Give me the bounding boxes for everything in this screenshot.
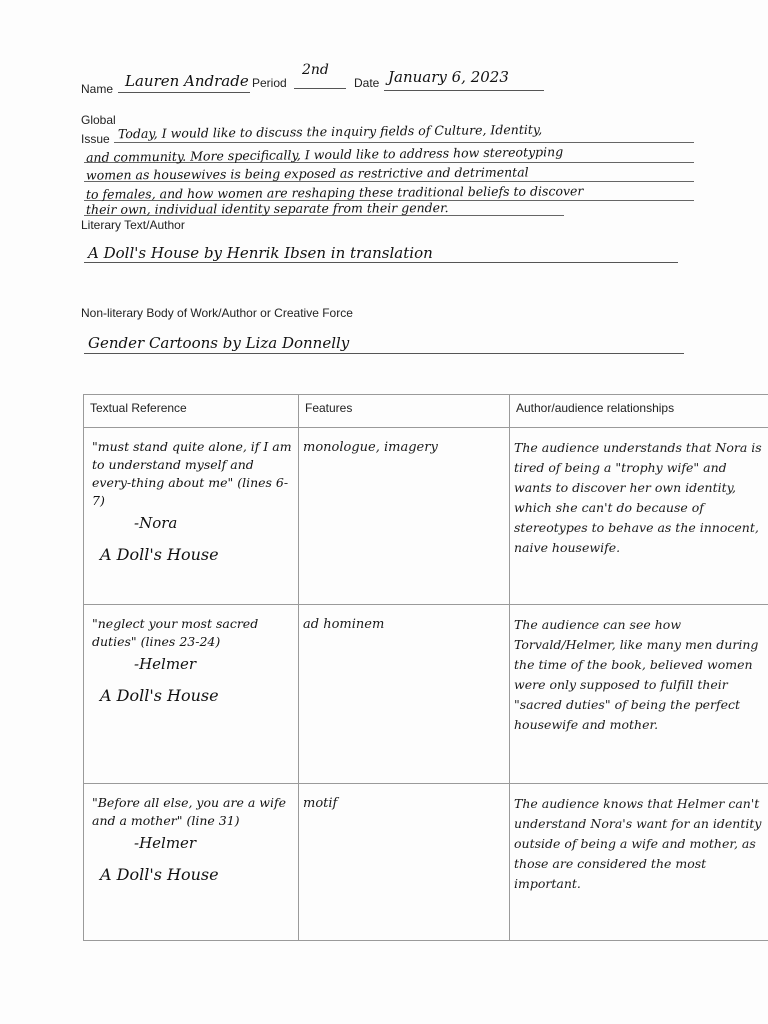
quote-text: "Before all else, you are a wife and a mother" (line 31) [92,795,286,828]
global-issue-text-line: Today, I would like to discuss the inquiry fields of Culture, Identity, [117,121,543,142]
period-underline [294,88,346,89]
feature-text: ad hominem [303,617,385,632]
name-underline [118,92,250,93]
period-label: Period [252,76,287,90]
textual-reference-cell [84,784,299,941]
quote-speaker: -Helmer [134,655,197,673]
quote-work: A Doll's House [100,865,219,884]
features-cell [299,784,510,941]
nonliterary-label: Non-literary Body of Work/Author or Creative Force [81,306,353,320]
feature-text: motif [303,796,338,811]
literary-text-label: Literary Text/Author [81,218,185,232]
header-features: Features [299,395,510,428]
literary-text-value: A Doll's House by Henrik Ibsen in translation [88,244,433,262]
global-issue-label-top: Global [81,113,116,127]
relationship-cell [510,784,768,941]
global-issue-text-line: their own, individual identity separate from their gender. [85,200,449,217]
literary-underline [84,262,678,263]
quote-work: A Doll's House [100,686,219,705]
table-row [84,605,768,784]
global-issue-text-line: women as housewives is being exposed as restrictive and detrimental [85,164,529,183]
textual-reference-cell [84,428,299,605]
relationship-text: The audience understands that Nora is tired of being a "trophy wife" and wants to discover her own identity, which she can't do because of stereotypes to behave as the innocent, naive housewife. [514,440,762,555]
date-underline [384,90,544,91]
feature-text: monologue, imagery [303,440,438,455]
date-label: Date [354,76,380,90]
quote-speaker: -Nora [134,514,178,532]
global-issue-text-line: to females, and how women are reshaping these traditional beliefs to discover [85,183,584,202]
relationship-text: The audience knows that Helmer can't understand Nora's want for an identity outside of being a wife and mother, as those are considered the most important. [514,796,762,891]
analysis-table [83,394,768,941]
header-author-audience: Author/audience relationships [510,395,768,428]
issue-underline [114,142,694,143]
quote-work: A Doll's House [100,545,219,564]
global-issue-text-line: and community. More specifically, I would like to address how stereotyping [85,144,564,165]
table-header-row [84,395,768,428]
features-cell [299,605,510,784]
nonliterary-value: Gender Cartoons by Liza Donnelly [88,334,350,352]
student-name: Lauren Andrade [125,72,249,90]
global-issue-label-bottom: Issue [81,132,110,146]
table-row [84,784,768,941]
quote-speaker: -Helmer [134,834,197,852]
relationship-text: The audience can see how Torvald/Helmer, like many men during the time of the book, believed women were only supposed to fulfill their "sacred duties" of being the perfect housewife and mother. [514,617,759,732]
name-label: Name [81,82,114,96]
date-value: January 6, 2023 [388,68,509,86]
nonliterary-underline [84,353,684,354]
period-value: 2nd [302,62,329,78]
relationship-cell [510,605,768,784]
quote-text: "must stand quite alone, if I am to understand myself and every-thing about me" (lines 6-7) [92,439,292,508]
quote-text: "neglect your most sacred duties" (lines 23-24) [92,616,259,649]
relationship-cell [510,428,768,605]
features-cell [299,428,510,605]
textual-reference-cell [84,605,299,784]
table-row [84,428,768,605]
header-textual-reference: Textual Reference [84,395,299,428]
